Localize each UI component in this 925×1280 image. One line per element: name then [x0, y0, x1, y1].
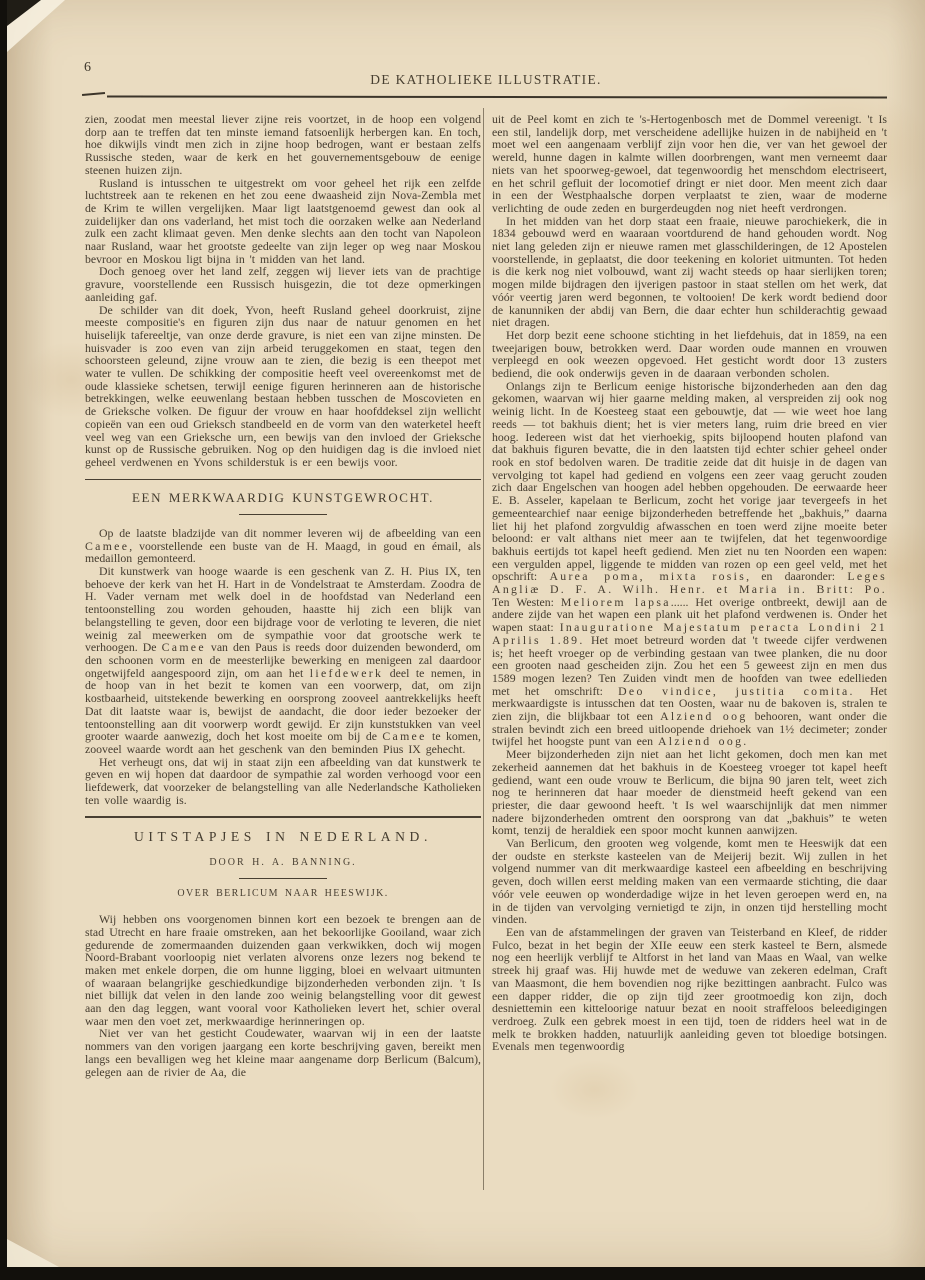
letterspaced-text: Camee — [85, 538, 130, 553]
paragraph: Wij hebben ons voorgenomen binnen kort een bezoek te brengen aan de stad Utrecht en hare fraaie omstreken, aan het bekoorlijke Gooiland, waar zich gedurende de zomermaanden duizenden gaan verkwikken, doch wij mogen Noord-Brabant voorloopig niet verlaten alvorens onze lezers nog bekend te maken met enkele dorpen, die om hunne ligging, bloei en welvaart uitmunten of waaraan belangrijke geschiedkundige bijzonderheden verbonden zijn. 't Is niet billijk dat velen in den lande zoo weinig belangstelling voor dit gewest aan den dag leggen, want vooral voor Katholieken levert het, schier overal waar men den voet zet, merkwaardige herinneringen op. — [85, 912, 481, 1028]
text-columns — [85, 113, 887, 1265]
paragraph: Een van de afstammelingen der graven van Teisterband en Kleef, de ridder Fulco, bezat in het begin der XIIe eeuw een sterk kasteel te Bern, alsmede nog een heerlijk verblijf te Altforst in het land van Maas en Waal, van welke streek hij graaf was. Hij huwde met de weduwe van zekeren edelman, Craft van Maasmont, die hem bovendien nog rijke bezittingen aanbracht. Fulco was een dapper ridder, die op zijn tijd zeer grootmoedig kon zijn, doch desniettemin een kitteloorige natuur bezat en nooit straffeloos beleedigingen verdroeg. Zulk een gebrek moest in een tijd, toen de ridders heel wat in de melk te brokken hadden, natuurlijk aanleiding geven tot bloedige botsingen. Evenals men tegenwoordig — [492, 925, 887, 1054]
paragraph: De schilder van dit doek, Yvon, heeft Rusland geheel doorkruist, zijne meeste compositie's en figuren zijn dus naar de natuur genomen en het huiselijk tafereeltje, van onze derde gravure, is niet een van zijne minsten. De huisvader is zoo even van zijn arbeid teruggekomen en staat, tegen den schoorsteen geleund, zijne vrouw aan te zien, die bezig is een theepot met water te vullen. De schikking der compositie heeft veel overeenkomst met de oude klassieke schetsen, terwijl eenige figuren herinneren aan de historische betrekkingen, welke eeuwenlang bestaan hebben tusschen de Moscovieten en de Grieksche volken. De figuur der vrouw en haar hoofddeksel zijn wellicht copieën van een oud Grieksch standbeeld en de vorm van den waterketel heeft veel weg van een Grieksche urn, een bewijs van den invloed der Grieksche kunst op de Russische gebruiken. Nog op den huidigen dag is die invloed niet geheel verdwenen en Yvons schilderstuk is er een bewijs voor. — [85, 302, 481, 469]
paragraph: Dit kunstwerk van hooge waarde is een geschenk van Z. H. Pius IX, ten behoeve der kerk van het H. Hart in de Vondelstraat te Amsterdam. Zoodra de H. Vader vernam met welk doel in de hoofdstad van Nederland een tentoonstelling zou worden gehouden, haastte hij zich een blijk van belangstelling te geven, door een bijdrage voor de verloting te leveren, die niet weinig zal meewerken om de sympathie voor dat grootsche werk te verhoogen. De Camee van den Paus is reeds door duizenden bewonderd, om den schoonen vorm en de meesterlijke bewerking en menigeen zal daardoor ongetwijfeld aangespoord zijn, om aan het liefdewerk deel te nemen, in de hoop van in het bezit te komen van een voorwerp, dat, om zijn kostbaarheid, uitstekende bewerking en oorsprong zooveel aantrekkelijks heeft Dat dit laatste waar is, bewijst de aandacht, die door ieder bezoeker der tentoonstelling aan dit voorwerp wordt gewijd. Er zijn kunststukken van veel grooter waarde aanwezig, doch het kost moeite om bij de Camee te komen, zooveel waarde wordt aan het geschenk van den beminden Pius IX gehecht. — [85, 564, 481, 756]
article-title: EEN MERKWAARDIG KUNSTGEWROCHT. — [132, 490, 434, 506]
paragraph: Van Berlicum, den grooten weg volgende, komt men te Heeswijk dat een der oudste en sterkste kasteelen van de Meijerij bezit. Wij zullen in het volgend nummer van dit merkwaardige kasteel een afbeelding en beschrijving geven, doch willen eerst melding maken van een vermaarde stichting, die daar vóór vele eeuwen op wonderdadige wijze in het leven geroepen werd en, na in de tijden van vervolging vernietigd te zijn, in onzen tijd herstelling mocht vinden. — [492, 836, 887, 927]
column-right — [492, 113, 887, 1265]
letterspaced-text: Meliorem lapsa — [560, 594, 671, 609]
page-number: 6 — [84, 60, 91, 75]
article-title: UITSTAPJES IN NEDERLAND. — [134, 828, 432, 844]
letterspaced-text: Alziend oog — [660, 709, 748, 724]
heading-rule — [239, 878, 327, 879]
letterspaced-text: Aurea poma, mixta rosis — [549, 569, 747, 584]
paragraph: Op de laatste bladzijde van dit nommer leveren wij de afbeelding van een Camee, voorstellende een buste van de H. Maagd, in goud en émail, als medaillon gemonteerd. — [85, 525, 481, 566]
paragraph: Rusland is intusschen te uitgestrekt om voor geheel het rijk een zelfde luchtstreek aan te rekenen en het zou eene dwaasheid zijn Nova-Zembla met de Krim te willen vergelijken. Maar ligt laatstgenoemd gewest dan ook al zuidelijker dan ons vaderland, het mist toch die oorzaken welke aan Nederland zulk een zacht klimaat geven. Men denke slechts aan den tocht van Napoleon naar Rusland, waar het grootste gedeelte van zijn leger op weg naar Moskou bevroor en Moskou ligt bijna in 't midden van het land. — [85, 175, 481, 266]
paragraph: Het dorp bezit eene schoone stichting in het liefdehuis, dat in 1859, na een tweejarigen bouw, betrokken werd. Daar worden oude mannen en vrouwen verpleegd en ook weezen opgevoed. Het gesticht wordt door 13 zusters bediend, die ook onderwijs geven in de daaraan verbonden scholen. — [492, 327, 887, 381]
paragraph: Het verheugt ons, dat wij in staat zijn een afbeelding van dat kunstwerk te geven en wij hopen dat daardoor de sympathie zal worden verhoogd voor een liefdewerk, dat voorzeker de belangstelling van alle Nederlandsche Katholieken ten volle waardig is. — [85, 754, 481, 807]
article-byline: DOOR H. A. BANNING. — [209, 856, 357, 868]
paragraph: Niet ver van het gesticht Coudewater, waarvan wij in een der laatste nommers van den vorigen jaargang een korte beschrijving gaven, bereikt men langs een bevalligen weg het kleine maar aangename dorp Berlicum (Balcum), gelegen aan de rivier de Aa, die — [85, 1026, 481, 1079]
section-divider — [85, 479, 481, 480]
article-body — [85, 113, 481, 469]
letterspaced-text: Inauguratione Majestatum peracta Londini 21 Aprilis 1.89. — [492, 620, 887, 647]
letterspaced-text: Camee — [161, 640, 206, 655]
paragraph: Onlangs zijn te Berlicum eenige historische bijzonderheden aan den dag gekomen, waarvan wij hier gaarne melding maken, al verspreiden zij ook nog weinig licht. In de Koesteeg staat een gebouwtje, dat — wie weet hoe lang reeds — tot bakhuis dient; het is vier meters lang, ruim drie breed en vier hoog. Iedereen wist dat het vierhoekig, spits bijloopend houten plafond van dat bakhuis figuren bevatte, die in den laatsten tijd echter schier geheel onder rook en stof bedolven waren. De traditie zeide dat dit huisje in de dagen van vervolging tot kapel had gediend en volgens een zeer vaag gerucht zouden zich daar Engelschen van hoogen adel hebben opgehouden. De eerwaarde heer E. B. Asseler, kapelaan te Berlicum, zocht het vorige jaar tevergeefs in het gemeentearchief naar eenige bijzonderheden betreffende het „bakhuis,” daarna liet hij het plafond zorgvuldig afwasschen en toen werd zijne moeite beter beloond: er valt althans niet meer aan te twijfelen, dat het tegenwoordige bakhuis eertijds tot kapel heeft gediend. Men ziet nu ten Noorden een wapen: een vergulden appel, liggende te midden van rozen op een geel veld, met het opschrift: Aurea poma, mixta rosis, en daaronder: Leges Angliæ D. F. A. Wilh. Henr. et Maria in. Britt: Po. Ten Westen: Meliorem lapsa...... Het overige ontbreekt, dewijl aan de andere zijde van het wapen een plank uit het plafond verdwenen is. Onder het wapen staat: Inauguratione Majestatum peracta Londini 21 Aprilis 1.89. Het moet betreurd worden dat 't tweede cijfer verdwenen is; het heeft vroeger op de verbinding gestaan van twee planken, die nu door een grooten naad gescheiden zijn. Zou het een 5 geweest zijn en men dus 1589 mogen lezen? Ten Zuiden vindt men de hoofden van twee edellieden met het omschrift: Deo vindice, justitia comita. Het merkwaardigste is intusschen dat ten Oosten, waar nu de bakoven is, stralen te zien zijn, die blijkbaar tot een Alziend oog behooren, want onder die stralen bevindt zich een breed uitloopende driehoek van 1½ decimeter; zonder twijfel het hoogste punt van een Alziend oog. — [492, 378, 887, 749]
section-divider — [85, 816, 481, 817]
article-body — [85, 527, 481, 806]
article-subtitle: OVER BERLICUM NAAR HEESWIJK. — [177, 888, 389, 900]
letterspaced-text: Camee — [382, 729, 427, 744]
paragraph: zien, zoodat men meestal liever zijne reis voortzet, in de hoop een volgend dorp aan te treffen dat ten minste iemand fatsoenlijk herbergen kan. En toch, hoe dikwijls vindt men zich in zijne hoop bedrogen, want er bestaan zelfs Russische steden, waar de kerk en het gouvernementsgebouw de eenige steenen huizen zijn. — [85, 113, 481, 177]
letterspaced-text: Leges Angliæ D. F. A. Wilh. Henr. et Maria in. Britt: Po. — [492, 569, 887, 597]
letterspaced-text: Alziend oog — [657, 734, 744, 749]
publication-title: DE KATHOLIEKE ILLUSTRATIE. — [370, 72, 602, 87]
article-body — [492, 113, 887, 1053]
column-left — [85, 113, 481, 1265]
letterspaced-text: Deo vindice, justitia comita. — [618, 683, 855, 698]
heading-rule — [239, 514, 327, 515]
page-corner-tear-bottom — [7, 1239, 59, 1267]
scan-background-corner — [7, 0, 41, 26]
paragraph: Meer bijzonderheden zijn niet aan het licht gekomen, doch men kan met zekerheid aannemen dat het bakhuis in de Koesteeg vroeger tot kapel heeft gediend, want een oude vrouw te Berlicum, die bijna 90 jaren telt, weet zich nog te herinneren dat haar moeder de dienstmeid heeft gekend van een priester, die daar gewoond heeft. 't Is wel waarschijnlijk dat men nimmer nadere bijzonderheden omtrent den oorsprong van dat „bakhuis” te weten komt, tenzij de heraldiek een spoor mocht kunnen aanwijzen. — [492, 747, 887, 838]
article-body — [85, 913, 481, 1078]
paragraph: uit de Peel komt en zich te 's-Hertogenbosch met de Dommel vereenigt. 't Is een stil, landelijk dorp, met verscheidene adellijke huizen in de nabijheid en 't moet wel een aangenaam verblijf zijn voor hen die, ver van het gewoel der wereld, hunne dagen in kalmte willen doorbrengen, want men verneemt daar niets van het spoorweg-gewoel, dat tegenwoordig het menschdom electriseert, en het schril gefluit der locomotief dringt er niet door. Men meent zich daar in een der Westphaalsche dorpen verplaatst te zien, waar de moderne verlichting de oude zeden en burgerdeugden nog niet heeft verdrongen. — [492, 113, 887, 215]
letterspaced-text: liefdewerk — [309, 665, 384, 680]
paragraph: In het midden van het dorp staat een fraaie, nieuwe parochiekerk, die in 1834 gebouwd werd en waaraan voortdurend de hand gehouden wordt. Nog niet lang geleden zijn er nieuwe ramen met glasschilderingen, de 12 Apostelen voorstellende, in geplaatst, die door teekening en koloriet uitmunten. Tot heden is die kerk nog niet volbouwd, want zij wacht steeds op haar sierlijken toren; mogen milde bijdragen den ijverigen pastoor in staat stellen om het werk, dat vóór veertig jaren werd begonnen, te voltooien! De kerk wordt bediend door de kanunniken der abdij van Bern, die daar echter hun schilderachtig gewaad niet dragen. — [492, 213, 887, 330]
paragraph: Doch genoeg over het land zelf, zeggen wij liever iets van de prachtige gravure, voorstellende een Russisch huisgezin, die tot deze opmerkingen aanleiding gaf. — [85, 264, 481, 304]
